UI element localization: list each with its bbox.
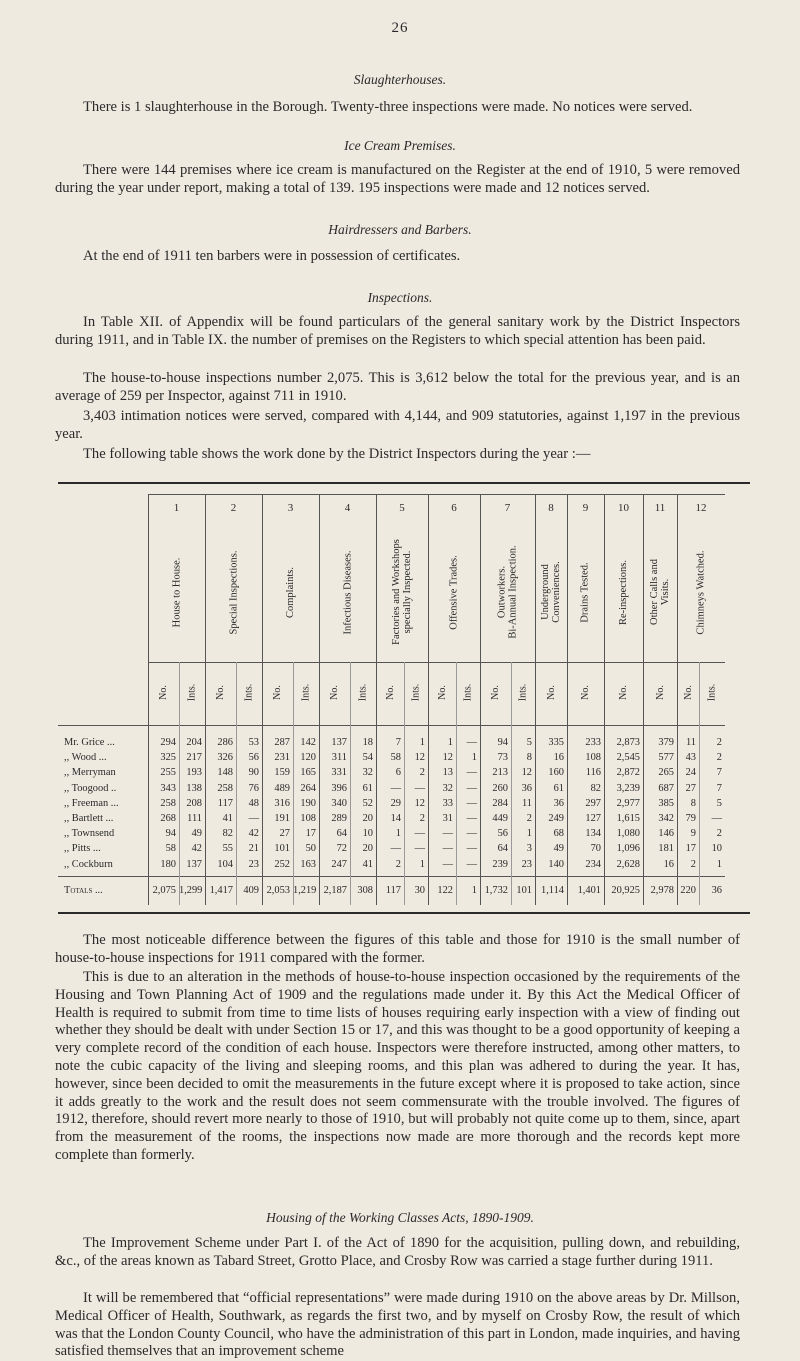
table-cell: 165: [300, 767, 316, 779]
table-cell: 79: [685, 813, 696, 824]
slaughterhouses-paragraph: There is 1 slaughterhouse in the Borough. Twenty-three inspections were made. No notices were served.: [83, 99, 693, 115]
table-cell: —: [466, 828, 477, 840]
table-cell: 233: [585, 737, 601, 748]
housing-paragraph-1: The Improvement Scheme under Part I. of the Act of 1890 for the acquisition, pulling down, and rebuilding, &c., of the areas known as Tabard Street, Grotto Place, and Crosby Row was carried a stage further during 1911.: [55, 1235, 740, 1269]
column-title: Infectious Diseases.: [342, 550, 354, 634]
table-cell: 258: [160, 797, 176, 809]
column-subheader: Ints.: [243, 683, 255, 701]
totals-cell: 20,925: [611, 885, 640, 896]
table-cell: 20: [362, 843, 373, 855]
table-cell: 2: [419, 813, 425, 824]
table-cell: 249: [548, 813, 564, 824]
column-subheader: No.: [214, 684, 226, 700]
totals-cell: 117: [385, 885, 401, 896]
column-number: 12: [695, 502, 707, 514]
table-cell: 2: [716, 752, 722, 764]
table-cell: 1: [419, 737, 425, 748]
table-cell: 160: [548, 767, 564, 779]
table-cell: 335: [548, 737, 564, 748]
table-cell: —: [414, 828, 425, 840]
column-subheader: No.: [489, 684, 501, 700]
totals-cell: 1,114: [541, 885, 564, 896]
table-cell: 14: [390, 813, 401, 824]
table-cell: 2: [690, 858, 696, 870]
table-cell: 343: [160, 782, 176, 794]
table-cell: 12: [414, 797, 425, 809]
table-cell: 7: [395, 737, 401, 748]
table-cell: 49: [191, 828, 202, 840]
table-cell: 208: [186, 797, 202, 809]
table-cell: 10: [711, 843, 722, 855]
table-cell: 2: [716, 828, 722, 840]
table-cell: 101: [274, 843, 290, 855]
table-cell: 204: [186, 737, 202, 748]
column-subheader: Ints.: [706, 683, 718, 701]
column-title: Other Calls and Visits.: [649, 559, 671, 625]
inspections-paragraph-2: The house-to-house inspections number 2,075. This is 3,612 below the total for the previous year, and is an average of 259 per Inspector, against 711 in 1910.: [55, 370, 740, 404]
table-cell: 385: [658, 797, 674, 809]
table-cell: 42: [191, 843, 202, 855]
table-cell: 268: [160, 813, 176, 824]
table-cell: 8: [526, 752, 532, 764]
table-cell: 108: [585, 752, 601, 764]
column-title: Offensive Trades.: [448, 554, 460, 630]
column-subheader: Ints.: [300, 683, 312, 701]
table-cell: 1: [419, 858, 425, 870]
totals-cell: 30: [414, 885, 425, 896]
column-subheader: No.: [384, 684, 396, 700]
after-table-paragraph-2: This is due to an alteration in the methods of house-to-house inspection occasioned by the requirements of the Housing and Town Planning Act of 1909 and the regulations made under it. By this Act the Medical Officer of Health is required to submit from time to time lists of houses requiring early inspection with a view of finding out whether they should be dealt with under Section 15 or 17, and this was thought to be a good opportunity of keeping a very complete record of the condition of each house. Inspectors were therefore instructed, among other matters, to note the cubic capacity of the living and sleeping rooms, and this plan was adhered to during the year. It has, however, since been decided to omit the measurements in the future except where it is proposed to take action, since it adds greatly to the work and the result does not seem commensurate with the trouble involved. The figures of 1912, therefore, should revert more nearly to those of 1910, but will probably not quite come up to them, since, apart from the measurement of the rooms, the inspections now made are more thorough and the records kept more complete than formerly.: [55, 969, 740, 1163]
inspector-name: ,, Cockburn: [64, 858, 113, 870]
table-cell: —: [466, 782, 477, 794]
column-subheader: No.: [654, 684, 666, 700]
table-cell: 7: [716, 767, 722, 779]
table-cell: 90: [248, 767, 259, 779]
table-cell: 2: [716, 737, 722, 748]
table-cell: —: [248, 813, 259, 824]
ice-cream-heading: Ice Cream Premises.: [344, 138, 456, 153]
table-cell: 82: [222, 828, 233, 840]
table-cell: 163: [300, 858, 316, 870]
subheader-rule: [148, 662, 725, 663]
table-cell: —: [466, 767, 477, 779]
table-cell: 1: [526, 828, 532, 840]
column-title: Factories and Workshops specially Inspected.: [391, 539, 414, 645]
column-number: 2: [230, 502, 237, 514]
table-cell: 180: [160, 858, 176, 870]
table-cell: 159: [274, 767, 290, 779]
table-cell: 31: [442, 813, 453, 824]
table-cell: 311: [331, 752, 347, 764]
table-cell: 11: [521, 797, 532, 809]
table-cell: —: [390, 843, 401, 855]
table-cell: 316: [274, 797, 290, 809]
totals-cell: 1,417: [209, 885, 233, 896]
totals-rule: [58, 876, 725, 877]
totals-cell: 101: [516, 885, 532, 896]
totals-cell: 220: [680, 885, 696, 896]
table-cell: 5: [526, 737, 532, 748]
table-cell: 21: [248, 843, 259, 855]
totals-cell: 36: [711, 885, 722, 896]
column-title: Outworkers. Bi-Annual Inspection.: [496, 545, 519, 639]
inspector-name: ,, Bartlett ...: [64, 813, 114, 824]
column-subheader: Ints.: [357, 683, 369, 701]
table-cell: 64: [497, 843, 508, 855]
column-title: Chimneys Watched.: [695, 549, 707, 635]
totals-cell: 1,401: [577, 885, 601, 896]
table-cell: 76: [248, 782, 259, 794]
inspector-name: Mr. Grice ...: [64, 737, 115, 748]
column-number: 5: [399, 502, 405, 514]
table-cell: 247: [331, 858, 347, 870]
after-table-paragraph-1: The most noticeable difference between the figures of this table and those for 1910 is the small number of house-to-house inspections for 1911 compared with the former.: [55, 932, 740, 966]
column-subheader: No.: [682, 684, 694, 700]
column-subheader: No.: [436, 684, 448, 700]
page-number: 26: [391, 20, 409, 36]
table-cell: 2: [526, 813, 532, 824]
column-subheader: Ints.: [186, 683, 198, 701]
table-cell: 55: [222, 843, 233, 855]
table-cell: 32: [442, 782, 453, 794]
totals-cell: 1: [471, 885, 477, 896]
table-cell: 181: [658, 843, 674, 855]
table-cell: —: [442, 858, 453, 870]
table-cell: 27: [279, 828, 290, 840]
table-cell: 36: [553, 797, 564, 809]
table-cell: 94: [165, 828, 176, 840]
table-cell: 68: [553, 828, 564, 840]
table-cell: 111: [187, 813, 202, 824]
table-cell: 297: [585, 797, 601, 809]
table-cell: 53: [248, 737, 259, 748]
table-top-rule: [58, 482, 750, 484]
totals-cell: 2,978: [650, 885, 674, 896]
table-cell: 260: [492, 782, 508, 794]
table-cell: 12: [442, 752, 453, 764]
table-cell: 27: [685, 782, 696, 794]
table-cell: 108: [300, 813, 316, 824]
column-subheader: Ints.: [517, 683, 529, 701]
table-cell: 58: [165, 843, 176, 855]
table-cell: 2,628: [616, 858, 640, 870]
table-cell: 193: [186, 767, 202, 779]
column-number: 7: [504, 502, 511, 514]
table-cell: 191: [274, 813, 290, 824]
table-cell: 1: [447, 737, 453, 748]
table-cell: 1,615: [616, 813, 640, 824]
table-cell: 120: [300, 752, 316, 764]
totals-cell: 122: [437, 885, 453, 896]
table-cell: 287: [274, 737, 290, 748]
table-cell: 54: [362, 752, 373, 764]
totals-cell: 2,075: [152, 885, 176, 896]
table-cell: 1,096: [616, 843, 640, 855]
totals-cell: 2,187: [323, 885, 347, 896]
inspections-paragraph-3: 3,403 intimation notices were served, compared with 4,144, and 909 statutories, against 1,197 in the previous year.: [55, 408, 740, 442]
housing-paragraph-2: It will be remembered that “official representations” were made during 1910 on the above areas by Dr. Millson, Medical Officer of Health, Southwark, as regards the first two, and by myself on Crosby Row, the result of which was that the London County Council, who have the administration of this part in London, made inquiries, and having satisfied themselves that an improvement scheme: [55, 1290, 740, 1360]
table-cell: 12: [521, 767, 532, 779]
table-cell: 342: [658, 813, 674, 824]
table-cell: 265: [658, 767, 674, 779]
hairdressers-heading: Hairdressers and Barbers.: [328, 222, 472, 237]
table-cell: 449: [492, 813, 508, 824]
column-subheader: No.: [157, 684, 169, 700]
table-cell: —: [711, 813, 722, 824]
table-cell: 2,873: [616, 737, 640, 748]
table-cell: 61: [553, 782, 564, 794]
table-cell: 396: [331, 782, 347, 794]
column-number: 8: [548, 502, 554, 514]
hairdressers-paragraph: At the end of 1911 ten barbers were in possession of certificates.: [83, 248, 461, 264]
column-subheader: No.: [271, 684, 283, 700]
table-cell: —: [414, 843, 425, 855]
totals-label: Totals ...: [64, 885, 103, 896]
table-cell: 56: [497, 828, 508, 840]
table-cell: 36: [521, 782, 532, 794]
table-cell: —: [466, 858, 477, 870]
table-cell: 231: [274, 752, 290, 764]
table-cell: 52: [362, 797, 373, 809]
totals-cell: 1,219: [293, 885, 317, 896]
ice-cream-paragraph: There were 144 premises where ice cream is manufactured on the Register at the end of 1910, 5 were removed during the year under report, making a total of 139. 195 inspections were made and 12 notices served.: [55, 162, 740, 196]
table-cell: 50: [305, 843, 316, 855]
table-cell: 258: [217, 782, 233, 794]
table-cell: 116: [585, 767, 601, 779]
table-cell: 29: [390, 797, 401, 809]
column-number: 1: [173, 502, 180, 514]
table-cell: —: [466, 813, 477, 824]
inspector-name: ,, Townsend: [64, 828, 115, 840]
table-cell: 6: [395, 767, 401, 779]
housing-heading: Housing of the Working Classes Acts, 1890-1909.: [266, 1210, 534, 1225]
table-cell: 5: [716, 797, 722, 809]
totals-cell: 2,053: [266, 885, 290, 896]
table-cell: —: [466, 737, 477, 748]
table-cell: 289: [331, 813, 347, 824]
table-cell: 148: [217, 767, 233, 779]
table-cell: 3,239: [616, 782, 640, 794]
table-cell: 16: [663, 858, 674, 870]
column-subheader: Ints.: [462, 683, 474, 701]
column-title: Re-inspections.: [618, 559, 629, 625]
table-cell: 104: [217, 858, 233, 870]
column-title: Complaints.: [285, 566, 297, 618]
table-cell: 213: [492, 767, 508, 779]
totals-cell: 1,299: [179, 885, 203, 896]
table-cell: 49: [553, 843, 564, 855]
column-subheader: No.: [579, 684, 591, 700]
table-cell: 146: [658, 828, 674, 840]
totals-cell: 1,732: [484, 885, 508, 896]
table-cell: 2: [395, 858, 401, 870]
table-cell: 340: [331, 797, 347, 809]
table-cell: 217: [186, 752, 202, 764]
column-number: 3: [287, 502, 294, 514]
table-cell: 1: [395, 828, 401, 840]
inspections-paragraph-4: The following table shows the work done by the District Inspectors during the year :—: [83, 446, 591, 462]
table-cell: 11: [685, 737, 696, 748]
totals-cell: 308: [357, 885, 373, 896]
table-cell: 140: [548, 858, 564, 870]
table-cell: 48: [248, 797, 259, 809]
table-cell: 23: [248, 858, 259, 870]
column-number: 4: [344, 502, 351, 514]
table-cell: 41: [362, 858, 373, 870]
table-cell: 8: [690, 797, 696, 809]
inspector-name: ,, Pitts ...: [64, 843, 101, 855]
table-cell: 687: [658, 782, 674, 794]
table-cell: 33: [442, 797, 453, 809]
table-cell: 18: [362, 737, 373, 748]
table-cell: 294: [160, 737, 176, 748]
table-cell: 1,080: [616, 828, 640, 840]
table-cell: 94: [497, 737, 508, 748]
table-cell: 137: [331, 737, 347, 748]
table-cell: 325: [160, 752, 176, 764]
table-cell: —: [390, 782, 401, 794]
column-title: Drains Tested.: [580, 561, 591, 623]
table-cell: 12: [414, 752, 425, 764]
table-cell: 2,545: [616, 752, 640, 764]
inspections-paragraph-1: In Table XII. of Appendix will be found particulars of the general sanitary work by the District Inspectors during 1911, and in Table IX. the number of premises on the Registers to which special attention has been paid.: [55, 314, 740, 348]
table-cell: 3: [526, 843, 532, 855]
table-cell: 24: [685, 767, 696, 779]
table-cell: 138: [186, 782, 202, 794]
header-rule: [148, 494, 725, 495]
inspections-heading: Inspections.: [367, 290, 433, 305]
inspector-name: ,, Merryman: [64, 767, 116, 779]
column-subheader: Ints.: [410, 683, 422, 701]
table-cell: 489: [274, 782, 290, 794]
table-cell: 43: [685, 752, 696, 764]
table-cell: 9: [690, 828, 696, 840]
column-title: Special Inspections.: [228, 550, 240, 634]
column-title: House to House.: [171, 557, 183, 627]
table-cell: 239: [492, 858, 508, 870]
column-number: 6: [451, 502, 457, 514]
table-cell: 264: [300, 782, 316, 794]
column-subheader: No.: [617, 684, 629, 700]
table-cell: 577: [658, 752, 674, 764]
table-cell: 117: [217, 797, 233, 809]
inspector-name: ,, Freeman ...: [64, 797, 119, 809]
table-cell: 70: [590, 843, 601, 855]
table-cell: 73: [497, 752, 508, 764]
table-cell: 142: [300, 737, 316, 748]
table-cell: 137: [186, 858, 202, 870]
table-bottom-rule: [58, 912, 750, 914]
table-cell: 190: [300, 797, 316, 809]
table-cell: 58: [390, 752, 401, 764]
table-cell: 23: [521, 858, 532, 870]
table-cell: 10: [362, 828, 373, 840]
column-title: Underground Conveniences.: [540, 561, 562, 623]
table-cell: 16: [553, 752, 564, 764]
district-inspectors-table: [58, 482, 750, 915]
table-cell: 7: [716, 782, 722, 794]
table-cell: 72: [336, 843, 347, 855]
table-cell: 32: [362, 767, 373, 779]
table-cell: 13: [442, 767, 453, 779]
table-cell: 331: [331, 767, 347, 779]
inspector-name: ,, Wood ...: [64, 752, 107, 764]
table-cell: 41: [222, 813, 233, 824]
table-cell: 42: [248, 828, 259, 840]
table-cell: 255: [160, 767, 176, 779]
table-cell: 234: [585, 858, 601, 870]
column-subheader: No.: [328, 684, 340, 700]
table-cell: 379: [658, 737, 674, 748]
table-cell: —: [414, 782, 425, 794]
table-cell: 127: [585, 813, 601, 824]
table-cell: 134: [585, 828, 601, 840]
table-cell: 61: [362, 782, 373, 794]
inspector-name: ,, Toogood ..: [64, 782, 117, 794]
table-cell: —: [442, 828, 453, 840]
column-number: 10: [618, 502, 629, 514]
table-cell: —: [466, 797, 477, 809]
table-cell: 17: [685, 843, 696, 855]
table-cell: 1: [716, 858, 722, 870]
table-cell: 286: [217, 737, 233, 748]
column-number: 11: [654, 502, 666, 514]
table-cell: 252: [274, 858, 290, 870]
table-cell: 20: [362, 813, 373, 824]
column-subheader: No.: [545, 684, 557, 700]
table-cell: 56: [248, 752, 259, 764]
table-cell: 284: [492, 797, 508, 809]
table-cell: 82: [590, 782, 601, 794]
slaughterhouses-heading: Slaughterhouses.: [353, 72, 447, 87]
table-cell: 2,872: [616, 767, 640, 779]
table-cell: —: [466, 843, 477, 855]
table-cell: 64: [336, 828, 347, 840]
table-cell: 326: [217, 752, 233, 764]
table-cell: 17: [305, 828, 316, 840]
table-cell: 1: [471, 752, 477, 764]
table-cell: 2: [419, 767, 425, 779]
column-number: 9: [582, 502, 589, 514]
header-bottom-rule: [58, 725, 725, 726]
table-cell: —: [442, 843, 453, 855]
table-cell: 2,977: [616, 797, 640, 809]
totals-cell: 409: [243, 885, 259, 896]
